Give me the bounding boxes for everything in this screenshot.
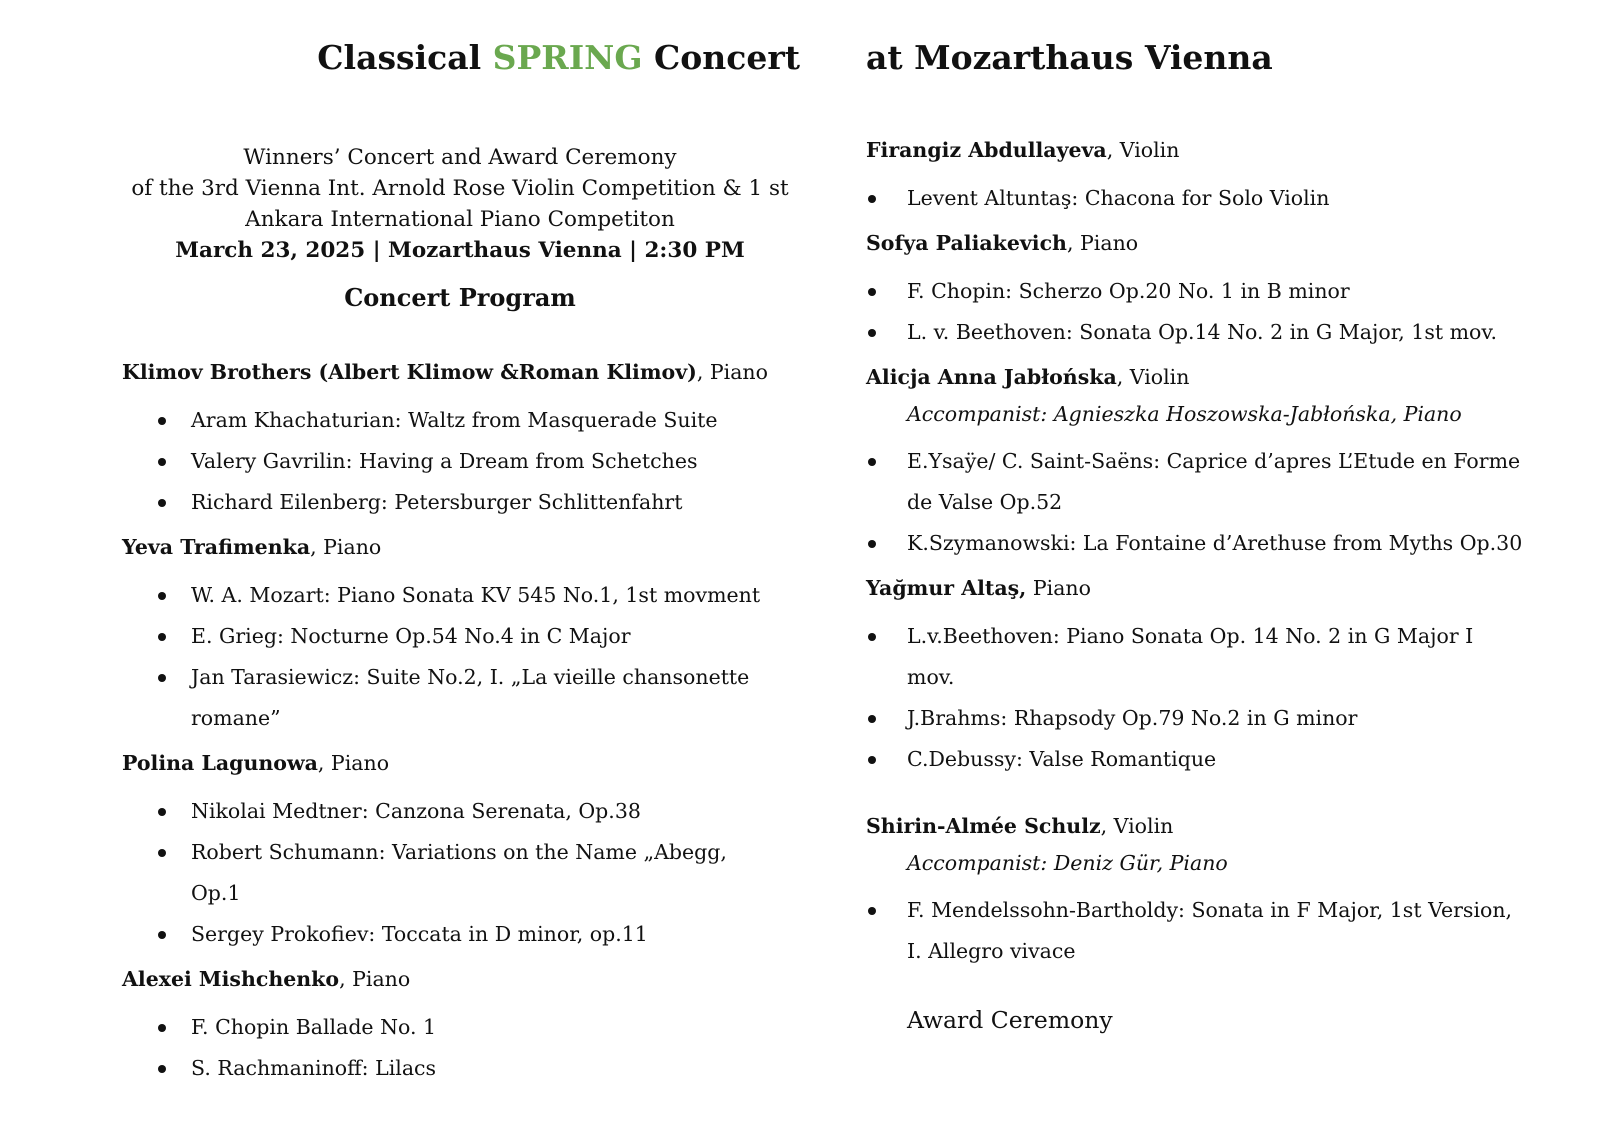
performer-heading <box>122 358 782 386</box>
performer-name: Yağmur Altaş, <box>866 576 1027 600</box>
piece-item: W. A. Mozart: Piano Sonata KV 545 No.1, 1st movment <box>122 575 782 616</box>
performer-heading <box>866 574 1526 602</box>
performer-instrument: , Violin <box>1116 365 1190 389</box>
performer-name: Sofya Paliakevich <box>866 231 1067 255</box>
date-line: March 23, 2025 | Mozarthaus Vienna | 2:30 PM <box>175 238 745 263</box>
piece-list <box>122 575 782 739</box>
award-ceremony: Award Ceremony <box>907 1006 1113 1034</box>
piece-item: C.Debussy: Valse Romantique <box>866 739 1526 780</box>
title-highlight-spring: SPRING <box>492 38 643 77</box>
program-heading: Concert Program <box>344 283 576 312</box>
piece-list <box>866 178 1526 219</box>
concert-title <box>300 38 800 77</box>
title-part-1: Classical <box>317 38 493 77</box>
piece-list <box>866 271 1526 353</box>
performer-heading <box>866 812 1526 840</box>
piece-item: F. Chopin Ballade No. 1 <box>122 1007 782 1048</box>
intro-line-1: Winners’ Concert and Award Ceremony <box>243 145 677 170</box>
piece-item: Levent Altuntaş: Chacona for Solo Violin <box>866 178 1526 219</box>
piece-item: Jan Tarasiewicz: Suite No.2, I. „La vieille chansonette romane” <box>122 657 782 739</box>
venue-title: at Mozarthaus Vienna <box>866 38 1273 77</box>
piece-item: Richard Eilenberg: Petersburger Schlittenfahrt <box>122 482 782 523</box>
intro-block <box>100 142 820 266</box>
piece-item: Robert Schumann: Variations on the Name „Abegg, Op.1 <box>122 832 782 914</box>
piece-item: F. Chopin: Scherzo Op.20 No. 1 in B minor <box>866 271 1526 312</box>
piece-item: Nikolai Medtner: Canzona Serenata, Op.38 <box>122 791 782 832</box>
performer-name: Yeva Trafimenka <box>122 535 311 559</box>
performer-instrument: , Piano <box>317 751 390 775</box>
piece-list <box>122 791 782 955</box>
performer-instrument: , Piano <box>1066 231 1139 255</box>
performer-instrument: , Violin <box>1100 814 1174 838</box>
performer-name: Klimov Brothers (Albert Klimow &Roman Klimov) <box>122 360 697 384</box>
performer-name: Shirin-Almée Schulz <box>866 814 1101 838</box>
piece-item: E. Grieg: Nocturne Op.54 No.4 in C Major <box>122 616 782 657</box>
title-part-2: Concert <box>642 38 800 77</box>
performer-heading <box>122 533 782 561</box>
program-right-column <box>866 136 1526 1034</box>
performer-name: Alexei Mishchenko <box>122 967 340 991</box>
piece-item: S. Rachmaninoff: Lilacs <box>122 1048 782 1089</box>
performer-heading <box>866 363 1526 391</box>
piece-item: L. v. Beethoven: Sonata Op.14 No. 2 in G Major, 1st mov. <box>866 312 1526 353</box>
piece-item: L.v.Beethoven: Piano Sonata Op. 14 No. 2 in G Major I mov. <box>866 616 1526 698</box>
performer-instrument: , Piano <box>310 535 382 559</box>
piece-item: Sergey Prokofiev: Toccata in D minor, op.11 <box>122 914 782 955</box>
piece-item: J.Brahms: Rhapsody Op.79 No.2 in G minor <box>866 698 1526 739</box>
piece-list <box>122 400 782 523</box>
performer-instrument: , Piano <box>696 360 768 384</box>
piece-list <box>122 1007 782 1089</box>
spacer <box>866 790 1526 812</box>
program-left-column <box>122 358 782 1099</box>
piece-item: E.Ysaÿe/ C. Saint-Saëns: Caprice d’apres L’Etude en Forme de Valse Op.52 <box>866 441 1526 523</box>
piece-item: F. Mendelssohn-Bartholdy: Sonata in F Major, 1st Version, I. Allegro vivace <box>866 890 1526 972</box>
piece-list <box>866 441 1526 564</box>
performer-heading <box>866 136 1526 164</box>
piece-item: Valery Gavrilin: Having a Dream from Schetches <box>122 441 782 482</box>
piece-list <box>866 890 1526 972</box>
performer-name: Alicja Anna Jabłońska <box>866 365 1117 389</box>
intro-line-2: of the 3rd Vienna Int. Arnold Rose Violin Competition & 1 st <box>131 176 789 201</box>
performer-heading <box>122 965 782 993</box>
performer-heading <box>122 749 782 777</box>
performer-heading <box>866 229 1526 257</box>
performer-instrument: , Violin <box>1106 138 1180 162</box>
performer-instrument: Piano <box>1026 576 1091 600</box>
piece-item: K.Szymanowski: La Fontaine d’Arethuse from Myths Op.30 <box>866 523 1526 564</box>
intro-line-3: Ankara International Piano Competiton <box>245 207 675 232</box>
piece-list <box>866 616 1526 780</box>
piece-item: Aram Khachaturian: Waltz from Masquerade Suite <box>122 400 782 441</box>
performer-instrument: , Piano <box>339 967 411 991</box>
accompanist-line: Accompanist: Deniz Gür, Piano <box>907 851 1228 875</box>
performer-name: Firangiz Abdullayeva <box>866 138 1107 162</box>
accompanist-line: Accompanist: Agnieszka Hoszowska-Jabłońska, Piano <box>907 402 1462 426</box>
performer-name: Polina Lagunowa <box>122 751 318 775</box>
